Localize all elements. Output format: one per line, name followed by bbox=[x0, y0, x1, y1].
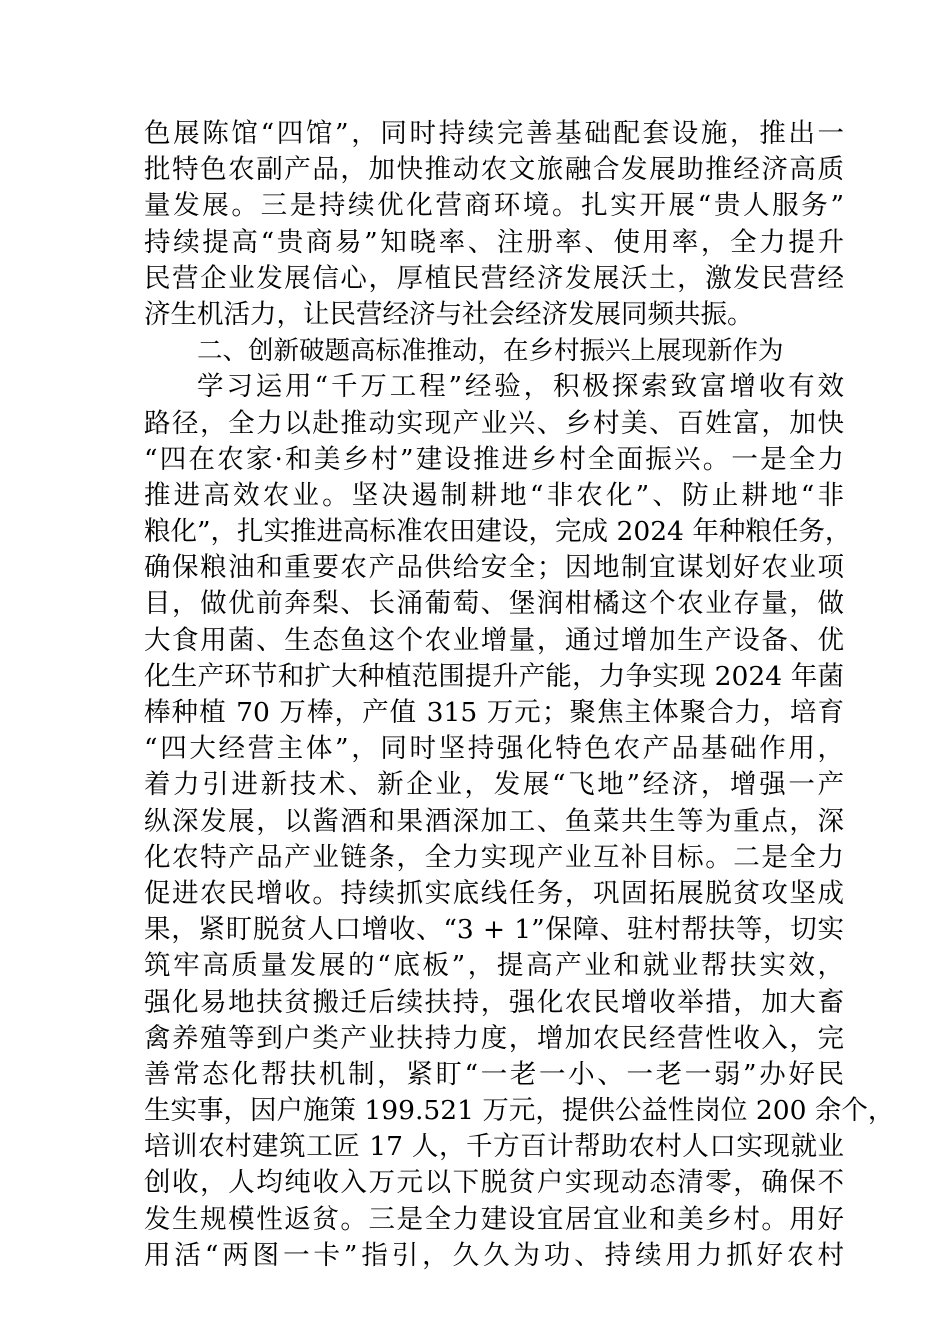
text-line: 创收，人均纯收入万元以下脱贫户实现动态清零，确保不 bbox=[144, 1167, 844, 1199]
text-line: 着力引进新技术、新企业，发展“飞地”经济，增强一产 bbox=[144, 769, 844, 801]
text-line: “四在农家·和美乡村”建设推进乡村全面振兴。一是全力 bbox=[144, 443, 844, 475]
text-line: 推进高效农业。坚决遏制耕地“非农化”、防止耕地“非 bbox=[144, 479, 844, 511]
text-line: 民营企业发展信心，厚植民营经济发展沃土，激发民营经 bbox=[144, 262, 844, 294]
text-line: 生实事，因户施策 199.521 万元，提供公益性岗位 200 余个， bbox=[144, 1095, 895, 1127]
text-line: 化生产环节和扩大种植范围提升产能，力争实现 2024 年菌 bbox=[144, 660, 844, 692]
text-line: 量发展。三是持续优化营商环境。扎实开展“贵人服务” bbox=[144, 190, 844, 222]
text-line: 禽养殖等到户类产业扶持力度，增加农民经营性收入，完 bbox=[144, 1022, 844, 1054]
text-line: 粮化”，扎实推进高标准农田建设，完成 2024 年种粮任务， bbox=[144, 516, 852, 548]
text-line: 济生机活力，让民营经济与社会经济发展同频共振。 bbox=[144, 298, 754, 330]
text-line: 路径，全力以赴推动实现产业兴、乡村美、百姓富，加快 bbox=[144, 407, 844, 439]
text-line: 筑牢高质量发展的“底板”，提高产业和就业帮扶实效， bbox=[144, 950, 844, 982]
text-line: 目，做优前奔梨、长涌葡萄、堡润柑橘这个农业存量，做 bbox=[144, 588, 844, 620]
text-line: 棒种植 70 万棒，产值 315 万元；聚焦主体聚合力，培育 bbox=[144, 697, 844, 728]
text-line: 培训农村建筑工匠 17 人，千方百计帮助农村人口实现就业 bbox=[144, 1131, 844, 1163]
text-line: 确保粮油和重要农产品供给安全；因地制宜谋划好农业项 bbox=[144, 552, 844, 584]
text-line: 学习运用“千万工程”经验，积极探索致富增收有效 bbox=[197, 371, 844, 403]
text-line: 批特色农副产品，加快推动农文旅融合发展助推经济高质 bbox=[144, 154, 844, 186]
document-body-text bbox=[144, 116, 895, 1274]
text-line: 用活“两图一卡”指引，久久为功、持续用力抓好农村 bbox=[144, 1239, 844, 1271]
text-line: 果，紧盯脱贫人口增收、“3 + 1”保障、驻村帮扶等，切实 bbox=[144, 914, 844, 946]
text-line: “四大经营主体”，同时坚持强化特色农产品基础作用， bbox=[144, 733, 844, 765]
text-line: 持续提高“贵商易”知晓率、注册率、使用率，全力提升 bbox=[144, 226, 844, 258]
text-line: 发生规模性返贫。三是全力建设宜居宜业和美乡村。用好 bbox=[144, 1203, 844, 1235]
text-line: 强化易地扶贫搬迁后续扶持，强化农民增收举措，加大畜 bbox=[144, 986, 844, 1018]
text-line: 化农特产品产业链条，全力实现产业互补目标。二是全力 bbox=[144, 841, 844, 873]
text-line: 纵深发展，以酱酒和果酒深加工、鱼菜共生等为重点，深 bbox=[144, 805, 844, 837]
text-line: 善常态化帮扶机制，紧盯“一老一小、一老一弱”办好民 bbox=[144, 1058, 844, 1090]
text-line: 色展陈馆“四馆”，同时持续完善基础配套设施，推出一 bbox=[144, 118, 844, 149]
text-line: 促进农民增收。持续抓实底线任务，巩固拓展脱贫攻坚成 bbox=[144, 877, 844, 909]
text-line: 大食用菌、生态鱼这个农业增量，通过增加生产设备、优 bbox=[144, 624, 844, 656]
section-heading: 二、创新破题高标准推动，在乡村振兴上展现新作为 bbox=[197, 336, 784, 367]
